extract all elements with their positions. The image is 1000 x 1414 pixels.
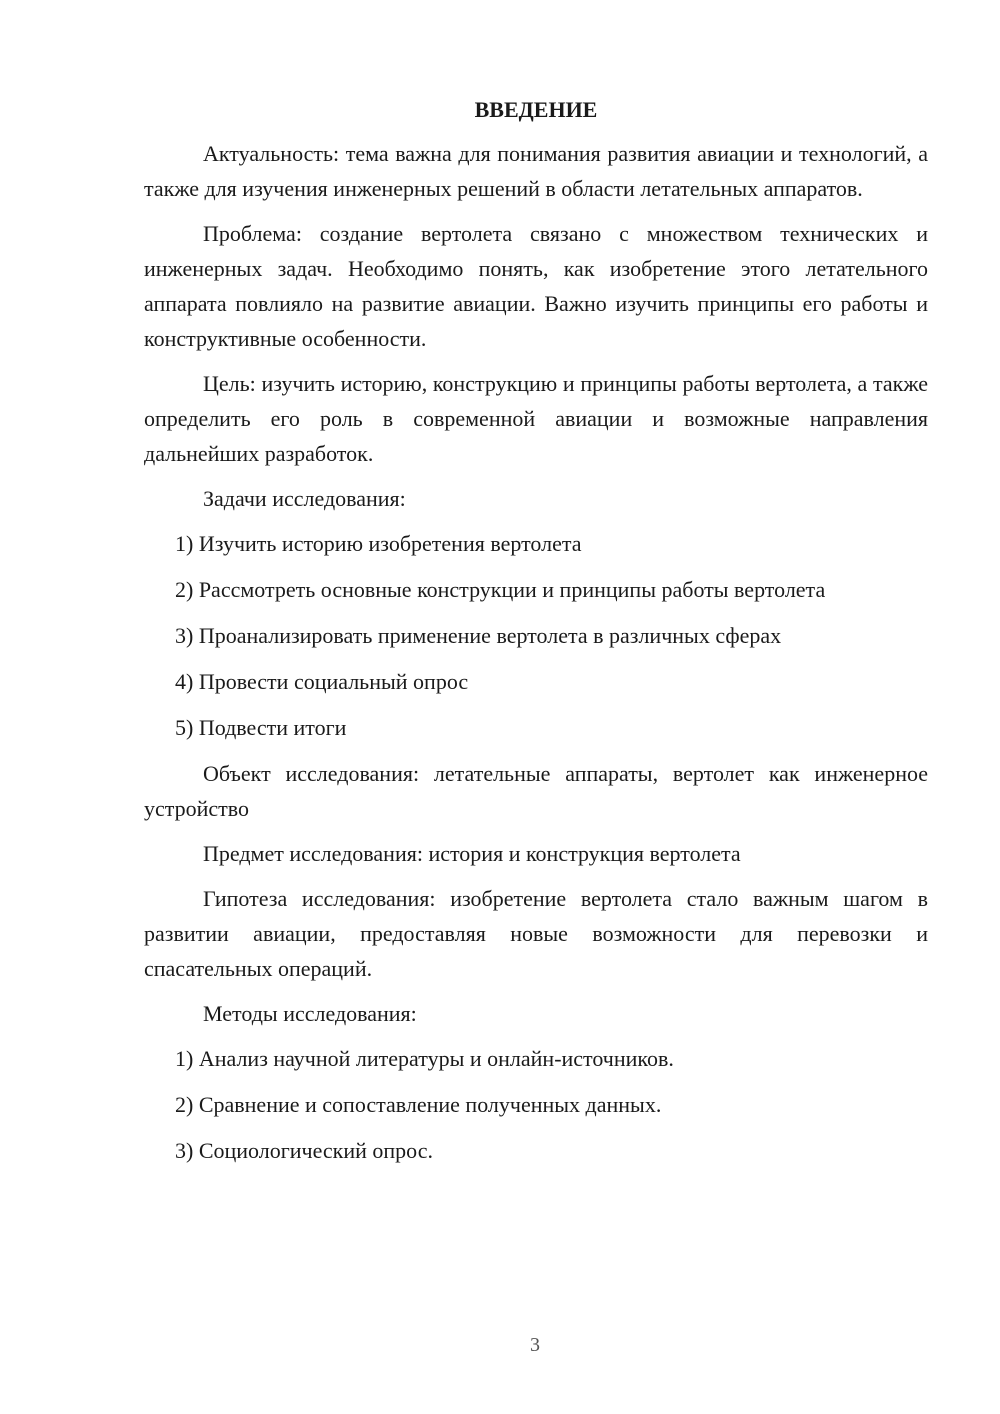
method-item: 2) Сравнение и сопоставление полученных данных. — [175, 1092, 662, 1117]
goal-paragraph: Цель: изучить историю, конструкцию и принципы работы вертолета, а также определить его роль в современной авиации и возможные направления дальнейших разработок. — [144, 371, 928, 466]
page-number: 3 — [530, 1334, 540, 1356]
task-item: 2) Рассмотреть основные конструкции и принципы работы вертолета — [175, 577, 826, 602]
page-title: ВВЕДЕНИЕ — [474, 97, 598, 122]
methods-list — [144, 1041, 928, 1168]
task-item: 1) Изучить историю изобретения вертолета — [175, 531, 582, 556]
object-paragraph: Объект исследования: летательные аппараты, вертолет как инженерное устройство — [144, 761, 928, 821]
method-item: 3) Социологический опрос. — [175, 1138, 433, 1163]
hypothesis-paragraph: Гипотеза исследования: изобретение вертолета стало важным шагом в развитии авиации, предоставляя новые возможности для перевозки и спасательных операций. — [144, 886, 928, 981]
task-item: 5) Подвести итоги — [175, 715, 347, 740]
methods-heading: Методы исследования: — [203, 1001, 417, 1026]
tasks-heading: Задачи исследования: — [203, 486, 406, 511]
subject-paragraph: Предмет исследования: история и конструкция вертолета — [203, 841, 741, 866]
task-item: 4) Провести социальный опрос — [175, 669, 469, 694]
problem-paragraph: Проблема: создание вертолета связано с множеством технических и инженерных задач. Необходимо понять, как изобретение этого летательного аппарата повлияло на развитие авиации. Важно изучить принципы его работы и конструктивные особенности. — [144, 221, 928, 351]
task-item: 3) Проанализировать применение вертолета в различных сферах — [175, 623, 782, 648]
document-page — [144, 96, 928, 1179]
relevance-paragraph: Актуальность: тема важна для понимания развития авиации и технологий, а также для изучения инженерных решений в области летательных аппаратов. — [144, 141, 928, 201]
tasks-list — [144, 526, 928, 745]
method-item: 1) Анализ научной литературы и онлайн-источников. — [175, 1046, 674, 1071]
